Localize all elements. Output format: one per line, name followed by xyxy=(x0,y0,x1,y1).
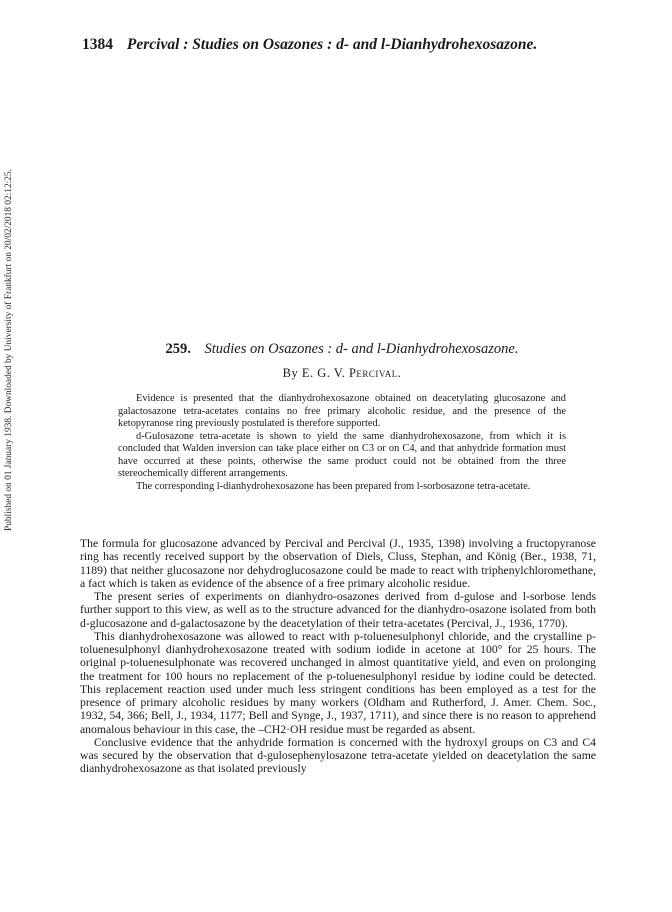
article-title-text: Studies on Osazones : d- and l-Dianhydrohexosazone. xyxy=(204,341,519,357)
running-header xyxy=(82,36,602,54)
body-text xyxy=(80,537,596,776)
body-paragraph: The present series of experiments on dianhydro-osazones derived from d-gulose and l-sorbose lends further support to this view, as well as to the structure advanced for the dianhydro-osazone isolated from both d-glucosazone and d-galactosazone by the deacetylation of their tetra-acetates (Percival, J., 1936, 1770). xyxy=(80,590,596,630)
abstract-paragraph: d-Gulosazone tetra-acetate is shown to yield the same dianhydrohexosazone, from which it is concluded that Walden inversion can take place either on C3 or on C4, and that anhydride formation must have occurred at these points, otherwise the same product could not be obtained from the three stereochemically different arrangements. xyxy=(118,430,566,479)
page-number: 1384 xyxy=(82,36,113,53)
body-paragraph: This dianhydrohexosazone was allowed to react with p-toluenesulphonyl chloride, and the crystalline p-toluenesulphonyl dianhydrohexosazone treated with sodium iodide in acetone at 100° for 25 hours. The original p-toluenesulphonate was recovered unchanged in almost quantitative yield, and even on prolonging the treatment for 100 hours no replacement of the p-toluenesulphonyl residue by iodine could be detected. This replacement reaction used under much less stringent conditions has been employed as a test for the presence of primary alcoholic residues by many workers (Oldham and Rutherford, J. Amer. Chem. Soc., 1932, 54, 366; Bell, J., 1934, 1177; Bell and Synge, J., 1937, 1711), and since there is no reason to apprehend anomalous behaviour in this case, the –CH2·OH residue must be regarded as absent. xyxy=(80,629,596,736)
author-name: Percival. xyxy=(348,366,402,380)
abstract xyxy=(118,393,566,493)
download-watermark xyxy=(0,110,18,590)
body-paragraph: The formula for glucosazone advanced by Percival and Percival (J., 1935, 1398) involving a fructopyranose ring has recently received support by the observation of Diels, Cluss, Stephan, and König (Ber., 1938, 71, 1189) that neither glucosazone nor dehydroglucosazone could be made to react with triphenylchloromethane, a fact which is taken as evidence of the absence of a free primary alcoholic residue. xyxy=(80,537,596,590)
running-title: Percival : Studies on Osazones : d- and l-Dianhydrohexosazone. xyxy=(126,36,538,53)
abstract-paragraph: Evidence is presented that the dianhydrohexosazone obtained on deacetylating glucosazone and galactosazone tetra-acetates contains no free primary alcoholic residue, and the presence of the ketopyranose ring previously postulated is therefore supported. xyxy=(118,393,566,429)
article-number: 259. xyxy=(165,341,191,357)
article-title xyxy=(62,341,622,358)
download-note: Published on 01 January 1938. Downloaded by University of Frankfurt on 20/02/2018 02:12:25. xyxy=(4,169,14,531)
body-paragraph: Conclusive evidence that the anhydride formation is concerned with the hydroxyl groups on C3 and C4 was secured by the observation that d-gulosephenylosazone tetra-acetate yielded on deacetylation the same dianhydrohexosazone as that isolated previously xyxy=(80,735,596,776)
byline: By E. G. V. xyxy=(282,366,346,380)
abstract-paragraph: The corresponding l-dianhydrohexosazone has been prepared from l-sorbosazone tetra-acetate. xyxy=(136,480,531,492)
author-line xyxy=(62,366,622,381)
